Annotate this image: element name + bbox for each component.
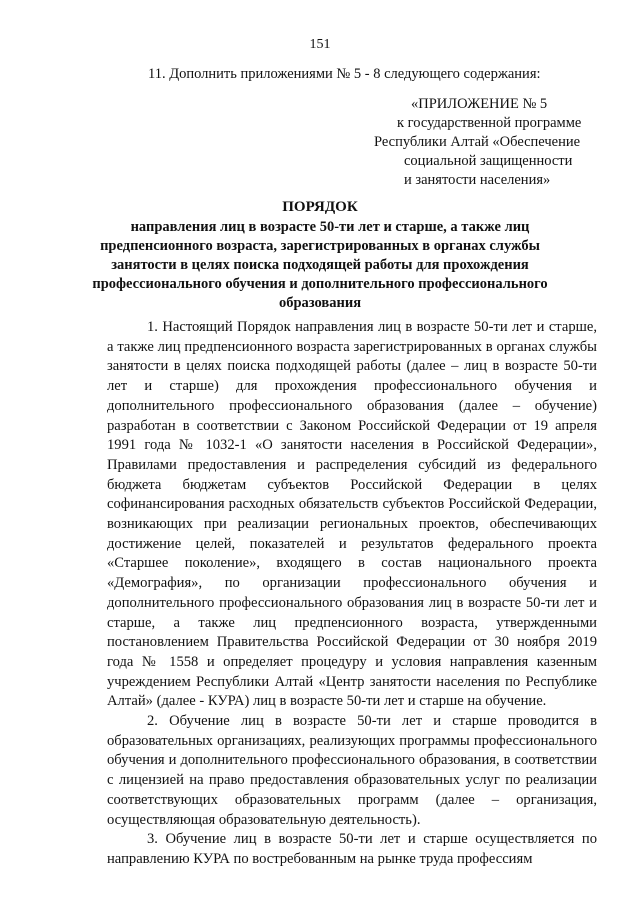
subtitle-line-4: профессионального обучения и дополнительного профессионального <box>92 276 548 292</box>
appendix-line-3: Республики Алтай «Обеспечение <box>374 134 581 150</box>
subtitle-line-2: предпенсионного возраста, зарегистрированных в органах службы <box>100 238 540 254</box>
appendix-line-1: «ПРИЛОЖЕНИЕ № 5 <box>411 96 548 112</box>
paragraph-2: 2. Обучение лиц в возрасте 50-ти лет и старше проводится в образовательных организациях, реализующих программы профессионального обучения и дополнительного профессионального образования, в соответствии с лицензией на право предоставления образовательных услуг по реализации соответствующих образовательных программ (далее – организация, осуществляющая образовательную деятельность). <box>107 713 597 828</box>
appendix-line-5: и занятости населения» <box>404 172 551 188</box>
subtitle-line-5: образования <box>278 295 362 311</box>
subtitle-line-1: направления лиц в возрасте 50-ти лет и старше, а также лиц <box>130 219 530 235</box>
document-body <box>107 318 597 870</box>
appendix-line-4: социальной защищенности <box>404 153 573 169</box>
subtitle-line-3: занятости в целях поиска подходящей работы для прохождения <box>111 257 529 273</box>
amendment-intro: 11. Дополнить приложениями № 5 - 8 следующего содержания: <box>148 66 541 82</box>
paragraph-3: 3. Обучение лиц в возрасте 50-ти лет и старше осуществляется по направлению КУРА по востребованным на рынке труда профессиям <box>107 831 597 867</box>
appendix-line-2: к государственной программе <box>397 115 582 131</box>
paragraph-1: 1. Настоящий Порядок направления лиц в возрасте 50-ти лет и старше, а также лиц предпенсионного возраста зарегистрированных в органах службы занятости в целях поиска подходящей работы (далее – лиц в возрасте 50-ти лет и старше) для прохождения профессионального обучения и дополнительного профессионального образования (далее – обучение) разработан в соответствии с Законом Российской Федерации от 19 апреля 1991 года № 1032-1 «О занятости населения в Российской Федерации», Правилами предоставления и распределения субсидий из федерального бюджета бюджетам субъектов Российской Федерации в целях софинансирования расходных обязательств субъектов Российской Федерации, возникающих при реализации региональных проектов, обеспечивающих достижение целей, показателей и результатов федерального проекта «Старшее поколение», входящего в состав национального проекта «Демография», по организации профессионального обучения и дополнительного профессионального образования лиц в возрасте 50-ти лет и старше, а также лиц предпенсионного возраста, утвержденными постановлением Правительства Российской Федерации от 30 ноября 2019 года № 1558 и определяет процедуру и условия направления казенным учреждением Республики Алтай «Центр занятости населения по Республике Алтай» (далее - КУРА) лиц в возрасте 50-ти лет и старше на обучение. <box>107 319 597 710</box>
document-title: ПОРЯДОК <box>282 199 358 215</box>
page-number: 151 <box>309 37 331 52</box>
